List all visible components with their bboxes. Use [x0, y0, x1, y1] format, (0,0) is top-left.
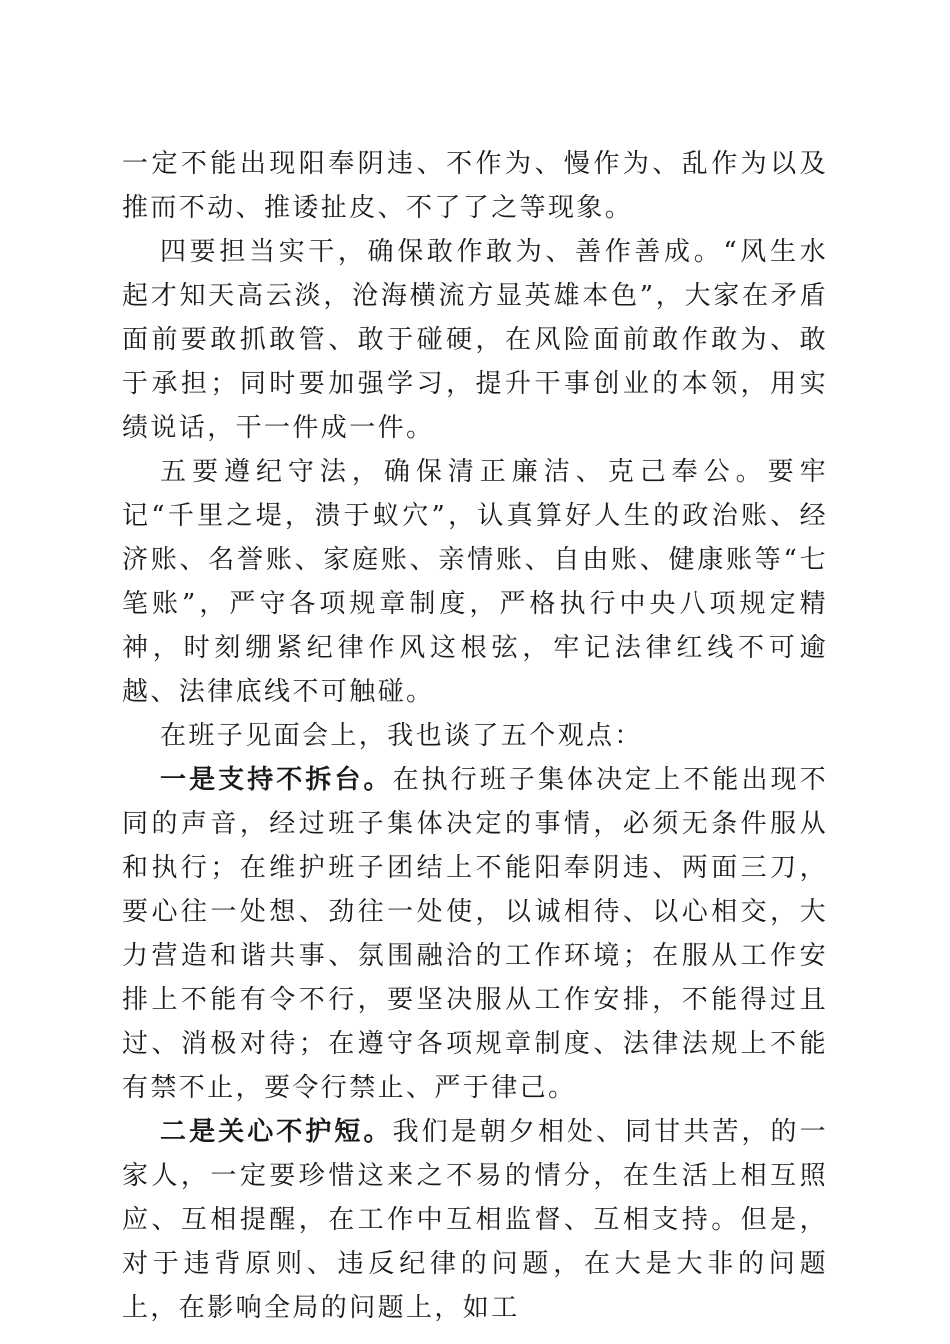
- document-body: [122, 142, 828, 1330]
- viewpoint-two-heading: 二是关心不护短。: [160, 1117, 393, 1147]
- viewpoint-two-body: 我们是朝夕相处、同甘共苦，的一家人，一定要珍惜这来之不易的情分，在生活上相互照应、互相提醒，在工作中互相监督、互相支持。但是，对于违背原则、违反纪律的问题，在大是大非的问题上，在影响全局的问题上，如工: [122, 1117, 828, 1323]
- paragraph-viewpoint-one: [122, 758, 828, 1110]
- paragraph-point-four: 四要担当实干，确保敢作敢为、善作善成。“风生水起才知天高云淡，沧海横流方显英雄本色”，大家在矛盾面前要敢抓敢管、敢于碰硬，在风险面前敢作敢为、敢于承担；同时要加强学习，提升干事创业的本领，用实绩说话，干一件成一件。: [122, 237, 828, 443]
- paragraph-point-five: 五要遵纪守法，确保清正廉洁、克己奉公。要牢记“千里之堤，溃于蚁穴”，认真算好人生的政治账、经济账、名誉账、家庭账、亲情账、自由账、健康账等“七笔账”，严守各项规章制度，严格执行中央八项规定精神，时刻绷紧纪律作风这根弦，牢记法律红线不可逾越、法律底线不可触碰。: [122, 457, 828, 707]
- paragraph-viewpoint-two: [122, 1110, 828, 1330]
- viewpoint-one-heading: 一是支持不拆台。: [160, 765, 393, 795]
- viewpoint-one-body: 在执行班子集体决定上不能出现不同的声音，经过班子集体决定的事情，必须无条件服从和执行；在维护班子团结上不能阳奉阴违、两面三刀，要心往一处想、劲往一处使，以诚相待、以心相交，大力营造和谐共事、氛围融洽的工作环境；在服从工作安排上不能有令不行，要坚决服从工作安排，不能得过且过、消极对待；在遵守各项规章制度、法律法规上不能有禁不止，要令行禁止、严于律己。: [122, 765, 828, 1103]
- paragraph-meeting-intro: 在班子见面会上，我也谈了五个观点：: [160, 721, 643, 751]
- paragraph-continuation: 一定不能出现阳奉阴违、不作为、慢作为、乱作为以及推而不动、推诿扯皮、不了了之等现象。: [122, 149, 828, 223]
